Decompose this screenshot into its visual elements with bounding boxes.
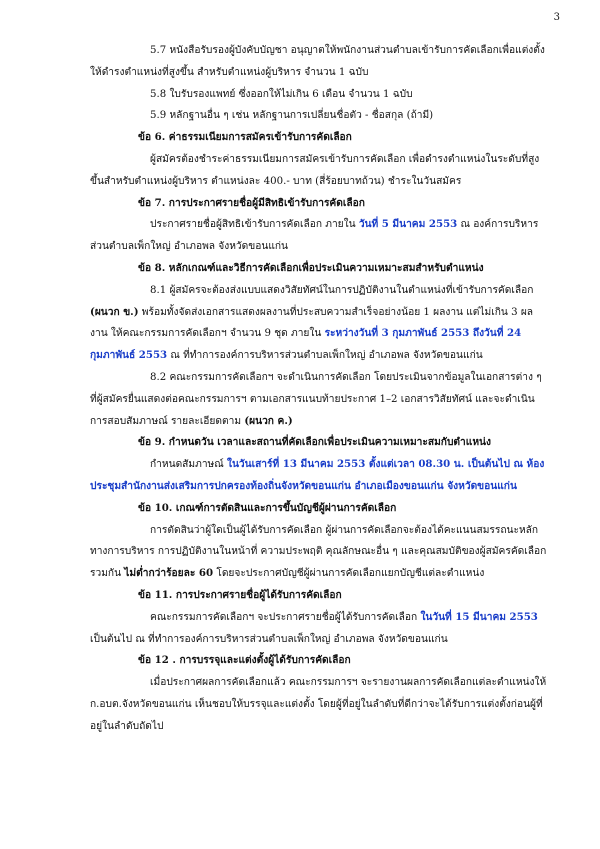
paragraph-7-text-b: ณ องค์การบริหารส่วนตำบลเพ็กใหญ่ อำเภอพล จังหวัดขอนแก่น (90, 219, 539, 253)
paragraph-11-text-a: คณะกรรมการคัดเลือกฯ จะประกาศรายชื่อผู้ได้รับการคัดเลือก (150, 611, 418, 623)
heading-11: ข้อ 11. การประกาศรายชื่อผู้ได้รับการคัดเลือก (138, 588, 342, 601)
paragraph-7 (90, 214, 550, 258)
paragraph-8-2-text-a: 8.2 คณะกรรมการคัดเลือกฯ จะดำเนินการคัดเลือก โดยประเมินจากข้อมูลในเอกสารต่าง ๆ ที่ผู้สมัครยื่นแสดงต่อคณะกรรมการฯ ตามเอกสารแนบท้ายประกาศ 1–2 เอกสารวิสัยทัศน์ และจะดำเนินการสอบสัมภาษณ์ รายละเอียดตาม (90, 371, 542, 427)
paragraph-11 (90, 607, 550, 651)
paragraph-8-2 (90, 367, 550, 432)
heading-10: ข้อ 10. เกณฑ์การตัดสินและการขึ้นบัญชีผู้ผ่านการคัดเลือก (138, 501, 397, 514)
item-5-8: 5.8 ใบรับรองแพทย์ ซึ่งออกให้ไม่เกิน 6 เดือน จำนวน 1 ฉบับ (150, 88, 413, 100)
paragraph-9-date-place: ในวันเสาร์ที่ 13 มีนาคม 2553 ตั้งแต่เวลา 08.30 น. เป็นต้นไป ณ ห้องประชุมสำนักงานส่งเสริมการปกครองท้องถิ่นจังหวัดขอนแก่น อำเภอเมืองขอนแก่น จังหวัดขอนแก่น (90, 458, 545, 492)
heading-6: ข้อ 6. ค่าธรรมเนียมการสมัครเข้ารับการคัดเลือก (138, 131, 352, 144)
paragraph-9-text-a: กำหนดสัมภาษณ์ (150, 459, 224, 471)
paragraph-8-1-annex: (ผนวก ข.) (90, 305, 139, 318)
item-5-9: 5.9 หลักฐานอื่น ๆ เช่น หลักฐานการเปลี่ยนชื่อตัว - ชื่อสกุล (ถ้ามี) (150, 110, 434, 122)
heading-8: ข้อ 8. หลักเกณฑ์และวิธีการคัดเลือกเพื่อประเมินความเหมาะสมสำหรับตำแหน่ง (138, 261, 484, 274)
item-5-7-number: 5.7 (150, 45, 167, 56)
paragraph-11-text-b: เป็นต้นไป ณ ที่ทำการองค์การบริหารส่วนตำบลเพ็กใหญ่ อำเภอพล จังหวัดขอนแก่น (90, 633, 448, 645)
paragraph-11-date: ในวันที่ 15 มีนาคม 2553 (420, 610, 538, 623)
item-5-7-text: หนังสือรับรองผู้บังคับบัญชา อนุญาตให้พนักงานส่วนตำบลเข้ารับการคัดเลือกเพื่อแต่งตั้งให้ดำรงตำแหน่งที่สูงขึ้น สำหรับตำแหน่งผู้บริหาร จำนวน 1 ฉบับ (90, 45, 545, 78)
paragraph-6: ผู้สมัครต้องชำระค่าธรรมเนียมการสมัครเข้ารับการคัดเลือก เพื่อดำรงตำแหน่งในระดับที่สูงขึ้นสำหรับตำแหน่งผู้บริหาร ตำแหน่งละ 400.- บาท (สี่ร้อยบาทถ้วน) ชำระในวันสมัคร (90, 153, 540, 187)
paragraph-8-1-text-c: พร้อมทั้งจัดส่งเอกสารแสดงผลงานที่ประสบความสำเร็จอย่างน้อย 1 ผลงาน แต่ไม่เกิน 3 ผลงาน ให้คณะกรรมการคัดเลือกฯ จำนวน 9 ชุด ภายใน (90, 306, 534, 340)
paragraph-8-2-annex: (ผนวก ค.) (244, 414, 293, 427)
paragraph-8-1 (90, 280, 550, 367)
paragraph-10 (90, 520, 550, 585)
paragraph-9 (90, 454, 550, 498)
heading-7: ข้อ 7. การประกาศรายชื่อผู้มีสิทธิเข้ารับการคัดเลือก (138, 196, 365, 209)
document-body (90, 40, 550, 738)
paragraph-8-1-text-d: ณ ที่ทำการองค์การบริหารส่วนตำบลเพ็กใหญ่ อำเภอพล จังหวัดขอนแก่น (170, 350, 483, 362)
paragraph-12: เมื่อประกาศผลการคัดเลือกแล้ว คณะกรรมการฯ จะรายงานผลการคัดเลือกแต่ละตำแหน่งให้ ก.อบต.จังหวัดขอนแก่น เห็นชอบให้บรรจุและแต่งตั้ง โดยผู้ที่อยู่ในลำดับที่ดีกว่าจะได้รับการแต่งตั้งก่อนผู้ที่อยู่ในลำดับถัดไป (90, 677, 547, 732)
paragraph-8-1-date: ระหว่างวันที่ 3 กุมภาพันธ์ 2553 ถึงวันที่ 24 กุมภาพันธ์ 2553 (90, 327, 522, 362)
paragraph-7-text-a: ประกาศรายชื่อผู้สิทธิเข้ารับการคัดเลือก ภายใน (150, 219, 356, 231)
paragraph-7-date: วันที่ 5 มีนาคม 2553 (358, 218, 458, 231)
paragraph-10-threshold: ไม่ต่ำกว่าร้อยละ 60 (124, 567, 214, 580)
item-5-7 (90, 40, 550, 84)
paragraph-10-text-c: โดยจะประกาศบัญชีผู้ผ่านการคัดเลือกแยกบัญชีแต่ละตำแหน่ง (216, 568, 485, 580)
heading-9: ข้อ 9. กำหนดวัน เวลาและสถานที่คัดเลือกเพื่อประเมินความเหมาะสมกับตำแหน่ง (138, 436, 491, 449)
heading-12: ข้อ 12 . การบรรจุและแต่งตั้งผู้ได้รับการคัดเลือก (138, 654, 351, 667)
page-number: 3 (553, 12, 560, 23)
paragraph-10-text-a: การตัดสินว่าผู้ใดเป็นผู้ได้รับการคัดเลือก ผู้ผ่านการคัดเลือกจะต้องได้คะแนนสมรรถนะหลักทางการบริหาร การปฏิบัติงานในหน้าที่ ความประพฤติ คุณลักษณะอื่น ๆ และคุณสมบัติของผู้สมัครคัดเลือก รวมกัน (90, 524, 547, 580)
paragraph-8-1-text-a: 8.1 ผู้สมัครจะต้องส่งแบบแสดงวิสัยทัศน์ในการปฏิบัติงานในตำแหน่งที่เข้ารับการคัดเลือก (150, 284, 534, 296)
